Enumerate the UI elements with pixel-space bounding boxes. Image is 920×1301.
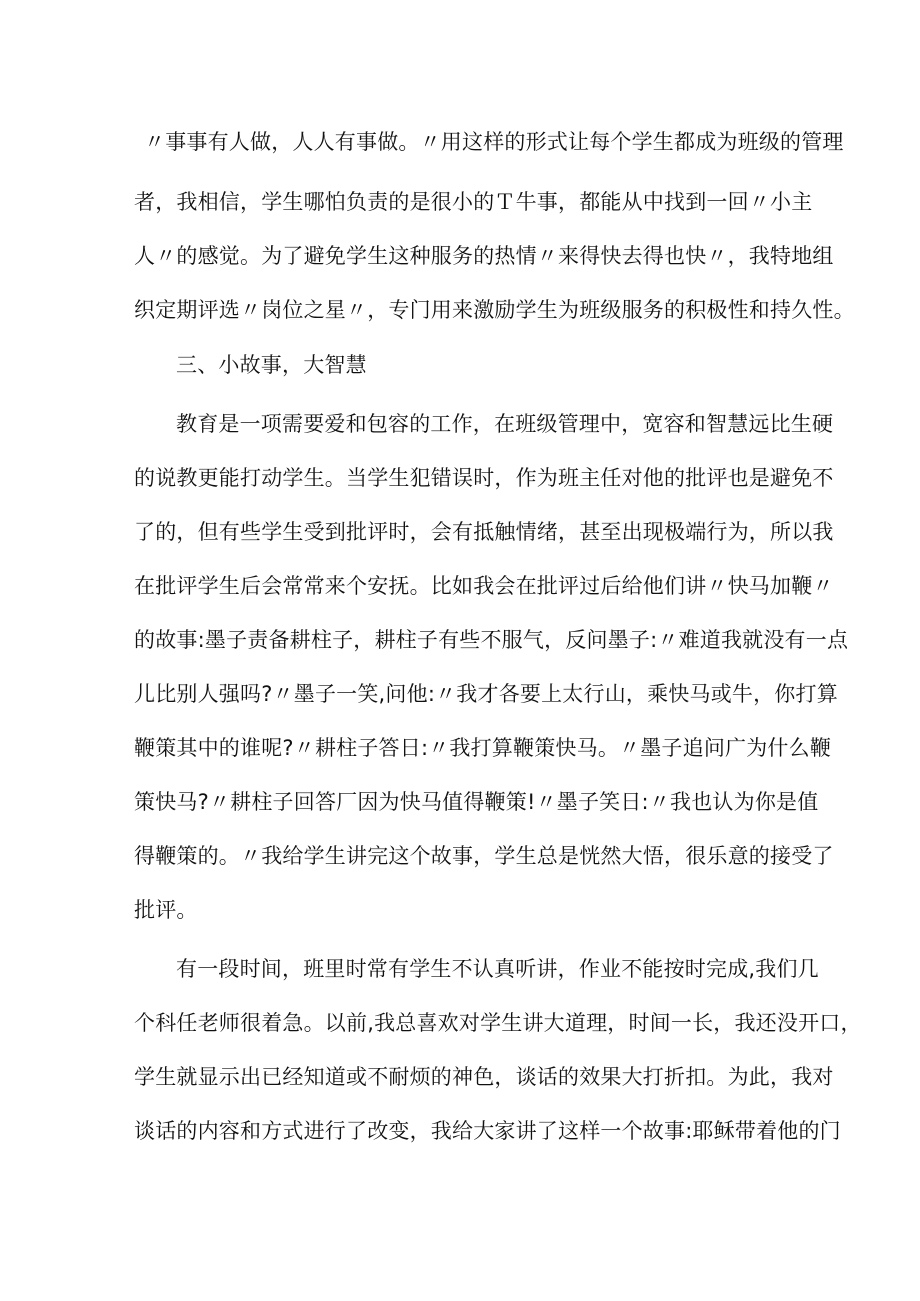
- paragraph-2-line-5: 的故事:墨子责备耕柱子，耕柱子有些不服气，反问墨子:〃难道我就没有一点: [134, 628, 849, 652]
- paragraph-2-line-8: 策快马?〃耕柱子回答厂因为快马值得鞭策!〃墨子笑日:〃我也认为你是值: [134, 790, 819, 814]
- paragraph-3-line-4: 谈话的内容和方式进行了改变，我给大家讲了这样一个故事:耶稣带着他的门: [134, 1119, 841, 1143]
- paragraph-1-line-3: 人〃的感觉。为了避免学生这种服务的热情〃来得快去得也快〃，我特地组: [134, 244, 834, 268]
- paragraph-2-line-7: 鞭策其中的谁呢?〃耕柱子答日:〃我打算鞭策快马。〃墨子追问广为什么鞭: [134, 736, 832, 760]
- section-heading: 三、小故事，大智慧: [176, 353, 367, 377]
- paragraph-2-line-3: 了的，但有些学生受到批评时，会有抵触情绪，甚至出现极端行为，所以我: [134, 520, 834, 544]
- paragraph-2-line-10: 批评。: [134, 898, 198, 922]
- paragraph-3-line-2: 个科任老师很着急。以前,我总喜欢对学生讲大道理，时间一长，我还没开口，: [134, 1011, 862, 1035]
- paragraph-2-line-4: 在批评学生后会常常来个安抚。比如我会在批评过后给他们讲〃快马加鞭〃: [134, 574, 834, 598]
- paragraph-3-line-1: 有一段时间，班里时常有学生不认真听讲，作业不能按时完成,我们几: [176, 957, 819, 981]
- paragraph-3-line-3: 学生就显示出已经知道或不耐烦的神色，谈话的效果大打折扣。为此，我对: [134, 1065, 834, 1089]
- paragraph-2-line-6: 儿比别人强吗?〃墨子一笑,问他:〃我才各要上太行山，乘快马或牛，你打算: [134, 682, 838, 706]
- paragraph-1-line-2: 者，我相信，学生哪怕负责的是很小的Ｔ牛事，都能从中找到一回〃小主: [134, 190, 813, 214]
- paragraph-1-line-4: 织定期评选〃岗位之星〃，专门用来激励学生为班级服务的积极性和持久性。: [134, 298, 855, 322]
- paragraph-2-line-1: 教育是一项需要爱和包容的工作，在班级管理中，宽容和智慧远比生硬: [176, 412, 834, 436]
- paragraph-1-line-1: 〃事事有人做，人人有事做。〃用这样的形式让每个学生都成为班级的管理: [144, 130, 844, 154]
- paragraph-2-line-9: 得鞭策的。〃我给学生讲完这个故事，学生总是恍然大悟，很乐意的接受了: [134, 844, 834, 868]
- paragraph-2-line-2: 的说教更能打动学生。当学生犯错误时，作为班主任对他的批评也是避免不: [134, 466, 834, 490]
